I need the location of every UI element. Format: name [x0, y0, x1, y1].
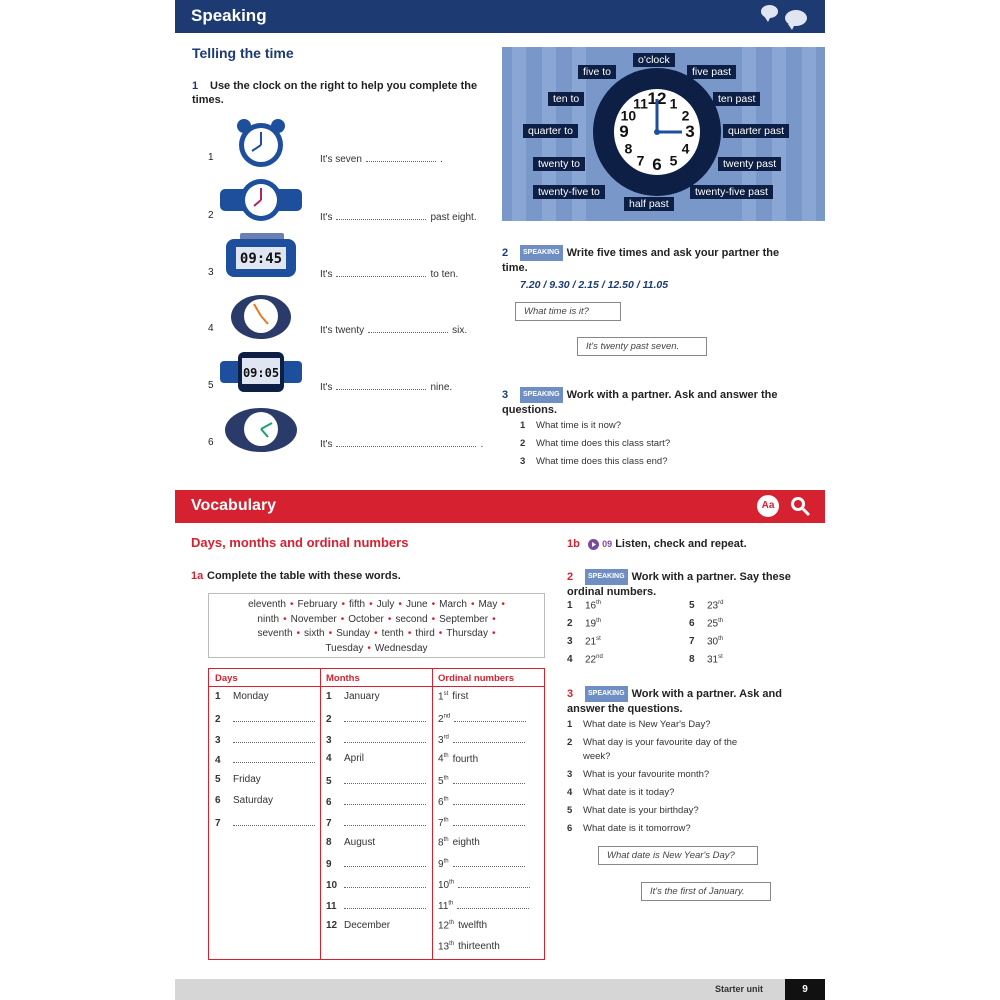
clock-phrases-panel: [502, 47, 825, 221]
clock-phrase-label: quarter past: [723, 124, 789, 138]
clock-numeral: 3: [685, 122, 695, 141]
exercise-1-item-number: 4: [208, 323, 214, 334]
ordinal-word: fourth: [452, 753, 479, 765]
svg-text:09:45: 09:45: [239, 251, 283, 267]
word-separator: •: [438, 628, 443, 639]
table-clock-icon: [220, 405, 302, 455]
vocab-exercise-3-instruction: 3 SPEAKING Work with a partner. Ask and answer the questions.: [567, 687, 782, 715]
days-cell: 5 Friday: [215, 774, 261, 786]
vocabulary-aa-icon: Aa: [757, 495, 779, 517]
ordinal-item: 2 19th: [567, 618, 602, 630]
exercise-2-times: 7.20 / 9.30 / 2.15 / 12.50 / 11.05: [520, 279, 669, 291]
month-name: August: [344, 836, 376, 848]
answer-blank[interactable]: [368, 323, 448, 333]
days-cell: 3: [215, 733, 315, 746]
word-separator: •: [341, 599, 345, 610]
ordinals-cell: 1st first: [438, 691, 469, 703]
answer-blank[interactable]: [336, 380, 426, 390]
day-name: Monday: [233, 691, 269, 702]
word-bank-word: June: [405, 599, 428, 610]
ordinal-item: 6 25th: [689, 618, 724, 630]
watch-icon: [220, 175, 302, 225]
ordinal-blank[interactable]: [453, 816, 525, 826]
sentence-start: It's twenty: [320, 325, 365, 336]
speech-bubbles-icon: [761, 5, 811, 29]
question-number: 4: [567, 787, 573, 798]
months-cell: 8 August: [326, 836, 376, 848]
clock-phrase-label: half past: [624, 197, 674, 211]
word-separator: •: [501, 599, 505, 610]
ordinal-blank[interactable]: [453, 857, 525, 867]
clock-phrase-label: twenty past: [718, 157, 781, 171]
exercise-1-item-number: 1: [208, 152, 214, 163]
word-bank-word: September: [439, 613, 489, 625]
sentence-end: .: [439, 154, 443, 165]
question-item: [567, 718, 747, 732]
magnifier-icon: [789, 495, 811, 517]
clock-phrase-label: quarter to: [523, 124, 578, 138]
question-number: 2: [520, 438, 526, 449]
sentence-end: to ten.: [430, 269, 459, 280]
question-number: 1: [520, 420, 526, 431]
answer-blank[interactable]: [336, 437, 476, 447]
ordinal-blank[interactable]: [458, 878, 530, 888]
ordinals-cell: 5th: [438, 774, 525, 787]
date-speech-bubble-question: What date is New Year's Day?: [598, 846, 758, 865]
ordinals-cell: 12th twelfth: [438, 919, 488, 932]
word-bank-word: February: [297, 599, 338, 610]
question-text: What time is it now?: [536, 420, 621, 431]
question-text: What day is your favourite day of the week?: [583, 737, 738, 762]
vocab-exercise-2-instruction: 2 SPEAKING Work with a partner. Say these ordinal numbers.: [567, 570, 791, 598]
vocabulary-header: [175, 490, 825, 523]
word-bank-word: November: [290, 613, 337, 625]
speech-bubble-question: What time is it?: [515, 302, 621, 321]
sentence-end: past eight.: [430, 212, 477, 223]
word-separator: •: [431, 599, 436, 610]
word-bank-box: [208, 593, 545, 658]
sentence-start: It's: [320, 439, 333, 450]
months-cell: 11: [326, 899, 426, 912]
exercise-1b-instruction: 1b 09 Listen, check and repeat.: [567, 538, 747, 550]
word-bank-line: [209, 598, 544, 613]
days-cell: 6 Saturday: [215, 795, 274, 806]
sentence-end: .: [480, 439, 484, 450]
section-title-days-months: Days, months and ordinal numbers: [191, 535, 409, 550]
audio-track-icon: [588, 539, 599, 550]
clock-numeral: 12: [647, 89, 667, 108]
svg-text:09:05: 09:05: [242, 366, 280, 380]
date-speech-bubble-answer: It's the first of January.: [641, 882, 771, 901]
question-item: [567, 822, 747, 836]
question-number: 6: [567, 823, 573, 834]
ordinal-blank[interactable]: [453, 774, 525, 784]
question-item: [567, 804, 747, 818]
word-separator: •: [367, 642, 371, 654]
question-number: 3: [520, 456, 526, 467]
word-separator: •: [374, 628, 378, 639]
question-number: 3: [567, 769, 573, 780]
month-blank[interactable]: [344, 816, 426, 826]
word-separator: •: [387, 613, 392, 625]
clock-numeral: 9: [619, 122, 629, 141]
ordinals-cell: 2nd: [438, 712, 526, 725]
ordinal-word: first: [452, 691, 469, 703]
exercise-1-sentence: [320, 267, 458, 280]
ordinal-item: 4 22nd: [567, 654, 603, 666]
month-name: January: [344, 691, 380, 702]
day-blank[interactable]: [233, 816, 315, 826]
ordinal-blank[interactable]: [457, 899, 529, 909]
ordinal-item: 1 16th: [567, 600, 602, 612]
word-bank-word: Wednesday: [374, 642, 428, 654]
month-name: April: [344, 753, 365, 765]
table-header-days: Days: [215, 673, 238, 684]
question-number: 5: [567, 805, 573, 816]
days-months-ordinals-table: [208, 668, 545, 960]
clock-numeral: 4: [681, 140, 690, 157]
sentence-start: It's seven: [320, 154, 362, 165]
exercise-3-instruction: 3 SPEAKING Work with a partner. Ask and answer the questions.: [502, 388, 778, 416]
ordinal-blank[interactable]: [454, 712, 526, 722]
question-text: What date is New Year's Day?: [583, 719, 711, 730]
ordinal-word: thirteenth: [458, 940, 500, 952]
ordinals-cell: 3rd: [438, 733, 525, 746]
months-cell: 1 January: [326, 691, 380, 702]
word-separator: •: [289, 599, 294, 610]
clock-numeral: 1: [669, 95, 678, 112]
exercise-1-sentence: [320, 323, 467, 336]
exercise-1a-instruction: 1a Complete the table with these words.: [191, 570, 401, 582]
word-separator: •: [470, 599, 475, 610]
day-blank[interactable]: [233, 712, 315, 722]
sentence-end: six.: [452, 325, 468, 336]
sentence-start: It's: [320, 212, 333, 223]
word-separator: •: [491, 628, 496, 639]
months-cell: 10: [326, 878, 426, 891]
word-separator: •: [369, 599, 373, 610]
question-item: [567, 786, 747, 800]
question-item: [567, 736, 747, 764]
speech-bubble-answer: It's twenty past seven.: [577, 337, 707, 356]
month-blank[interactable]: [344, 878, 426, 888]
month-blank[interactable]: [344, 857, 426, 867]
word-bank-line: [209, 613, 544, 628]
clock-numeral: 6: [652, 155, 662, 174]
vocabulary-header-title: Vocabulary: [191, 497, 277, 514]
exercise-1-instruction: 1 Use the clock on the right to help you complete the times.: [192, 80, 478, 106]
clock-numeral: 11: [633, 95, 648, 112]
clock-phrase-label: five past: [687, 65, 736, 79]
answer-blank[interactable]: [336, 210, 426, 220]
exercise-1-sentence: [320, 152, 443, 165]
footer-unit-label: Starter unit: [714, 984, 763, 994]
clock-numeral: 8: [624, 140, 633, 157]
word-separator: •: [283, 613, 287, 625]
question-text: What date is it tomorrow?: [583, 823, 691, 834]
month-name: December: [344, 919, 391, 931]
word-bank-word: Tuesday: [325, 642, 364, 654]
textbook-page: [175, 0, 825, 1000]
month-blank[interactable]: [344, 899, 426, 909]
question-item: [520, 456, 670, 474]
ordinals-cell: 7th: [438, 816, 525, 829]
ordinal-word: twelfth: [458, 920, 488, 932]
ordinals-cell: 11th: [438, 899, 529, 912]
ordinals-cell: 4th fourth: [438, 753, 479, 765]
alarm-clock-icon: [220, 118, 302, 168]
ordinals-cell: 8th eighth: [438, 836, 480, 848]
word-bank-word: July: [376, 599, 395, 610]
clock-numeral: 10: [620, 107, 637, 124]
question-text: What date is it today?: [583, 787, 675, 798]
clock-numeral: 2: [681, 107, 690, 124]
ordinal-item: 8 31st: [689, 654, 723, 666]
month-blank[interactable]: [344, 795, 426, 805]
exercise-1-sentence: [320, 380, 452, 393]
answer-blank[interactable]: [366, 152, 436, 162]
word-bank-line: [209, 627, 544, 642]
sentence-end: nine.: [430, 382, 453, 393]
word-separator: •: [407, 628, 412, 639]
sentence-start: It's: [320, 269, 333, 280]
months-cell: 6: [326, 795, 426, 808]
word-bank-word: tenth: [381, 628, 404, 639]
digital-watch-icon: [220, 347, 302, 397]
ordinal-word: eighth: [452, 836, 480, 848]
speaking-header-title: Speaking: [191, 6, 267, 25]
days-cell: 4: [215, 753, 315, 766]
ordinal-item: 5 23rd: [689, 600, 724, 612]
exercise-1-item-number: 2: [208, 210, 214, 221]
clock-phrase-label: o'clock: [633, 53, 675, 67]
question-number: 2: [567, 737, 573, 748]
word-bank-word: Thursday: [446, 628, 488, 639]
clock-phrase-label: ten to: [548, 92, 584, 106]
section-title-telling-time: Telling the time: [192, 45, 294, 61]
question-text: What time does this class start?: [536, 438, 671, 449]
month-blank[interactable]: [344, 712, 426, 722]
digital-clock-icon: [220, 233, 302, 283]
months-cell: 3: [326, 733, 426, 746]
word-bank-word: third: [415, 628, 435, 639]
table-header-months: Months: [326, 673, 360, 684]
clock-numeral: 7: [636, 152, 645, 169]
word-separator: •: [398, 599, 402, 610]
word-bank-word: second: [395, 613, 428, 625]
word-bank-word: fifth: [348, 599, 366, 610]
months-cell: 9: [326, 857, 426, 870]
word-bank-word: seventh: [257, 628, 293, 639]
ordinals-cell: 9th: [438, 857, 525, 870]
day-name: Saturday: [233, 795, 274, 806]
ordinals-cell: 10th: [438, 878, 530, 891]
ordinal-item: 3 21st: [567, 636, 601, 648]
table-header-ordinals: Ordinal numbers: [438, 673, 515, 684]
exercise-1-item-number: 5: [208, 380, 214, 391]
months-cell: 7: [326, 816, 426, 829]
exercise-1-sentence: [320, 210, 477, 223]
word-bank-word: March: [439, 599, 467, 610]
question-text: What time does this class end?: [536, 456, 668, 467]
ordinal-blank[interactable]: [453, 795, 525, 805]
days-cell: 1 Monday: [215, 691, 269, 702]
clock-phrase-label: ten past: [713, 92, 760, 106]
word-bank-line: [209, 642, 544, 657]
exercise-3-questions: [520, 420, 670, 474]
answer-blank[interactable]: [336, 267, 426, 277]
month-blank[interactable]: [344, 733, 426, 743]
page-footer: [175, 979, 825, 1000]
clock-numeral: 5: [669, 152, 678, 169]
word-bank-word: sixth: [304, 628, 325, 639]
word-separator: •: [492, 613, 496, 625]
word-separator: •: [328, 628, 333, 639]
word-separator: •: [340, 613, 345, 625]
exercise-2-instruction: 2 SPEAKING Write five times and ask your partner the time.: [502, 246, 780, 274]
months-cell: 4 April: [326, 753, 365, 765]
question-item: [520, 438, 670, 456]
exercise-1-item-number: 6: [208, 437, 214, 448]
page-number: 9: [785, 979, 825, 1000]
word-separator: •: [296, 628, 301, 639]
question-text: What date is your birthday?: [583, 805, 699, 816]
days-cell: 7: [215, 816, 315, 829]
speaking-header: [175, 0, 825, 33]
months-cell: 12 December: [326, 919, 391, 931]
ordinal-item: 7 30th: [689, 636, 724, 648]
days-cell: 2: [215, 712, 315, 725]
question-item: [520, 420, 670, 438]
day-name: Friday: [233, 774, 261, 786]
word-bank-word: Sunday: [336, 628, 371, 639]
exercise-1-item-number: 3: [208, 267, 214, 278]
ordinal-blank[interactable]: [453, 733, 525, 743]
month-blank[interactable]: [344, 774, 426, 784]
bell-clock-icon: [220, 290, 302, 340]
word-separator: •: [431, 613, 436, 625]
word-bank-word: ninth: [257, 613, 280, 625]
day-blank[interactable]: [233, 733, 315, 743]
word-bank-word: May: [478, 599, 498, 610]
word-bank-word: October: [348, 613, 384, 625]
clock-phrase-label: twenty-five to: [533, 185, 605, 199]
months-cell: 5: [326, 774, 426, 787]
clock-phrase-label: twenty to: [533, 157, 585, 171]
months-cell: 2: [326, 712, 426, 725]
ordinals-cell: 6th: [438, 795, 525, 808]
clock-phrase-label: five to: [578, 65, 616, 79]
question-text: What is your favourite month?: [583, 769, 710, 780]
question-number: 1: [567, 719, 573, 730]
sentence-start: It's: [320, 382, 333, 393]
exercise-1-sentence: [320, 437, 483, 450]
clock-phrase-label: twenty-five past: [690, 185, 773, 199]
word-bank-word: eleventh: [248, 599, 286, 610]
question-item: [567, 768, 747, 782]
ordinals-cell: 13th thirteenth: [438, 940, 500, 952]
day-blank[interactable]: [233, 753, 315, 763]
